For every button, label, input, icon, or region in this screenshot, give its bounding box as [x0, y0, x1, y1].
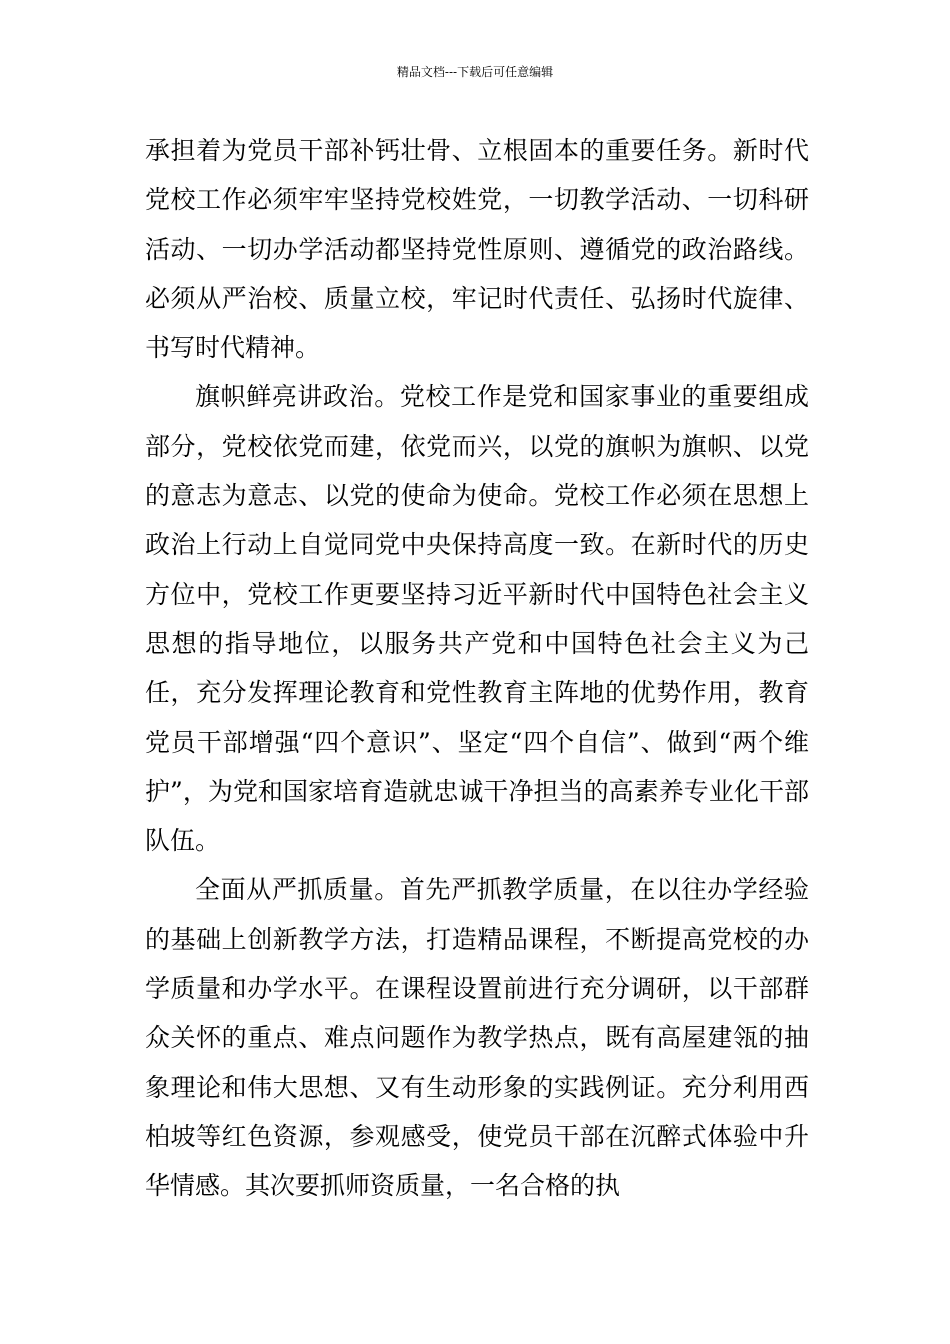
- paragraph-continuation: 承担着为党员干部补钙壮骨、立根固本的重要任务。新时代党校工作必须牢牢坚持党校姓党，一切教学活动、一切科研活动、一切办学活动都坚持党性原则、遵循党的政治路线。必须从严治校、质量立校，牢记时代责任、弘扬时代旋律、书写时代精神。: [145, 136, 809, 363]
- document-body: [145, 126, 809, 1211]
- paragraph-politics: 旗帜鲜亮讲政治。党校工作是党和国家事业的重要组成部分，党校依党而建，依党而兴，以党的旗帜为旗帜、以党的意志为意志、以党的使命为使命。党校工作必须在思想上政治上行动上自觉同党中央保持高度一致。在新时代的历史方位中，党校工作更要坚持习近平新时代中国特色社会主义思想的指导地位，以服务共产党和中国特色社会主义为己任，充分发挥理论教育和党性教育主阵地的优势作用，教育党员干部增强“四个意识”、坚定“四个自信”、做到“两个维护”，为党和国家培育造就忠诚干净担当的高素养专业化干部队伍。: [145, 382, 809, 856]
- paragraph-quality: 全面从严抓质量。首先严抓教学质量，在以往办学经验的基础上创新教学方法，打造精品课程，不断提高党校的办学质量和办学水平。在课程设置前进行充分调研，以干部群众关怀的重点、难点问题作为教学热点，既有高屋建瓴的抽象理论和伟大思想、又有生动形象的实践例证。充分利用西柏坡等红色资源，参观感受，使党员干部在沉醉式体验中升华情感。其次要抓师资质量，一名合格的执: [145, 875, 809, 1201]
- page-header: 精品文档---下载后可任意编辑: [396, 65, 554, 79]
